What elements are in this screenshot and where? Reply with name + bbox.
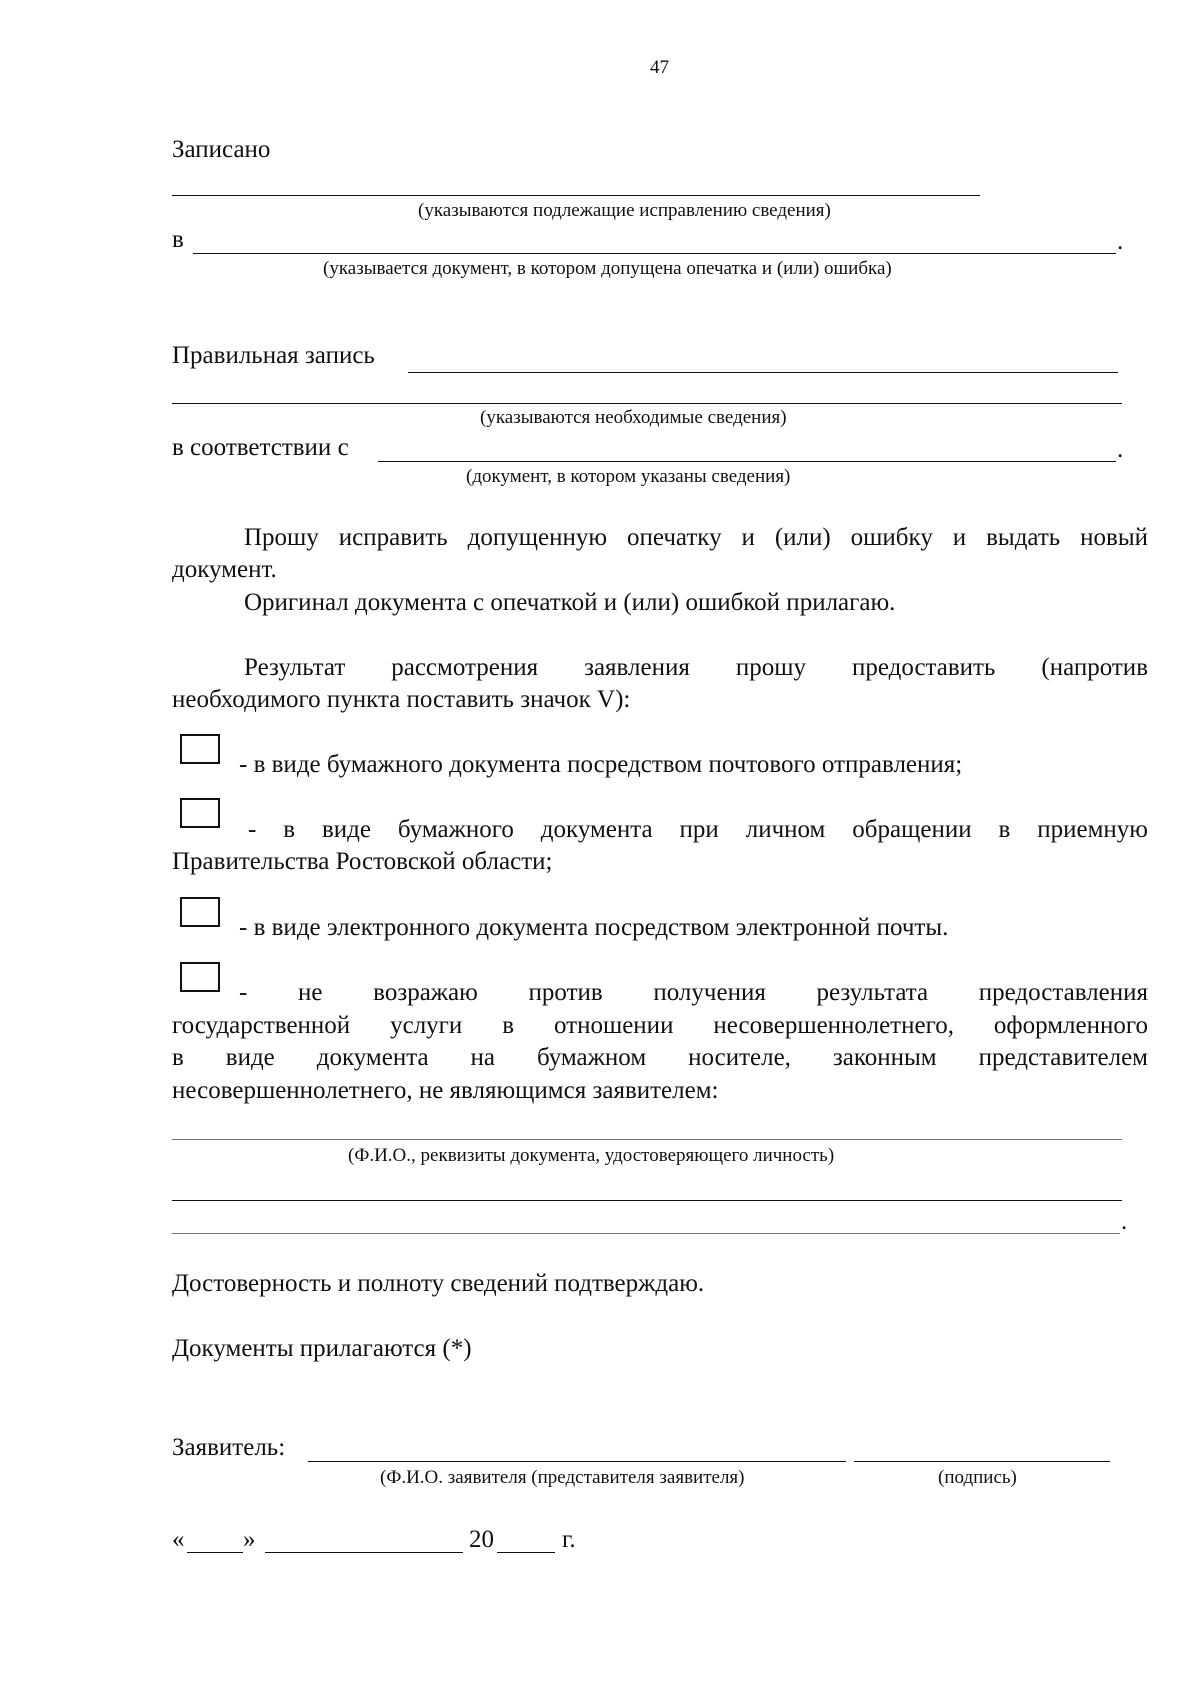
applicant-label: Заявитель: xyxy=(172,1434,286,1461)
guardian-details-caption: (Ф.И.О., реквизиты документа, удостоверяющего личность) xyxy=(348,1145,835,1166)
option-guardian-checkbox[interactable] xyxy=(180,962,220,992)
date-year-line[interactable] xyxy=(497,1552,555,1553)
guardian-details-line-2[interactable] xyxy=(172,1200,1122,1201)
correct-doc-period: . xyxy=(1117,436,1124,463)
correct-label: Правильная запись xyxy=(172,342,375,369)
recorded-doc-line[interactable] xyxy=(193,253,1116,254)
recorded-in-prefix: в xyxy=(172,226,184,253)
request-line-2: документ. xyxy=(172,556,277,583)
correct-info-line-1[interactable] xyxy=(408,372,1118,373)
date-year-suffix: г. xyxy=(562,1526,576,1553)
option-mail-checkbox[interactable] xyxy=(180,734,220,764)
recorded-info-caption: (указываются подлежащие исправлению сведения) xyxy=(418,200,831,221)
applicant-signature-caption: (подпись) xyxy=(938,1467,1017,1488)
correct-info-caption: (указываются необходимые сведения) xyxy=(480,407,787,428)
page-number: 47 xyxy=(650,57,669,78)
attachments-text: Документы прилагаются (*) xyxy=(172,1335,472,1362)
date-day-line[interactable] xyxy=(187,1552,243,1553)
option-mail-text: - в виде бумажного документа посредством почтового отправления; xyxy=(239,751,963,778)
option-guardian-text-4: несовершеннолетнего, не являющимся заявителем: xyxy=(172,1077,719,1104)
applicant-name-line[interactable] xyxy=(308,1461,846,1462)
result-line-1: Результат рассмотрения заявления прошу предоставить (напротив xyxy=(244,654,1148,681)
date-close-quote: » xyxy=(243,1526,256,1553)
confirmation-text: Достоверность и полноту сведений подтверждаю. xyxy=(172,1270,705,1297)
correct-doc-line[interactable] xyxy=(378,461,1116,462)
correct-accordance-prefix: в соответствии с xyxy=(172,434,349,461)
option-email-text: - в виде электронного документа посредством электронной почты. xyxy=(239,914,949,941)
option-guardian-text-2: государственной услуги в отношении несовершеннолетнего, оформленного xyxy=(172,1012,1148,1039)
date-year-prefix: 20 xyxy=(469,1526,494,1553)
option-email-checkbox[interactable] xyxy=(180,897,220,927)
recorded-label: Записано xyxy=(172,136,271,163)
result-line-2: необходимого пункта поставить значок V): xyxy=(172,686,631,713)
date-open-quote: « xyxy=(172,1526,185,1553)
recorded-doc-period: . xyxy=(1117,228,1124,255)
request-line-1: Прошу исправить допущенную опечатку и (или) ошибку и выдать новый xyxy=(244,524,1148,551)
correct-info-line-2[interactable] xyxy=(172,403,1122,404)
option-office-text-1: - в виде бумажного документа при личном обращении в приемную xyxy=(248,816,1148,843)
option-office-checkbox[interactable] xyxy=(180,798,220,828)
correct-doc-caption: (документ, в котором указаны сведения) xyxy=(466,466,791,487)
option-office-text-2: Правительства Ростовской области; xyxy=(172,848,553,875)
applicant-name-caption: (Ф.И.О. заявителя (представителя заявителя) xyxy=(380,1467,745,1488)
option-guardian-text-3: в виде документа на бумажном носителе, законным представителем xyxy=(172,1044,1148,1071)
option-guardian-text-1: - не возражаю против получения результата предоставления xyxy=(239,979,1148,1006)
recorded-info-line[interactable] xyxy=(172,195,980,196)
date-month-line[interactable] xyxy=(265,1552,463,1553)
request-line-3: Оригинал документа с опечаткой и (или) ошибкой прилагаю. xyxy=(244,589,896,616)
guardian-details-period: . xyxy=(1121,1208,1128,1235)
applicant-signature-line[interactable] xyxy=(854,1461,1110,1462)
guardian-details-line-3[interactable] xyxy=(172,1233,1120,1234)
guardian-details-line-1[interactable] xyxy=(172,1139,1122,1140)
recorded-doc-caption: (указывается документ, в котором допущена опечатка и (или) ошибка) xyxy=(323,258,892,279)
